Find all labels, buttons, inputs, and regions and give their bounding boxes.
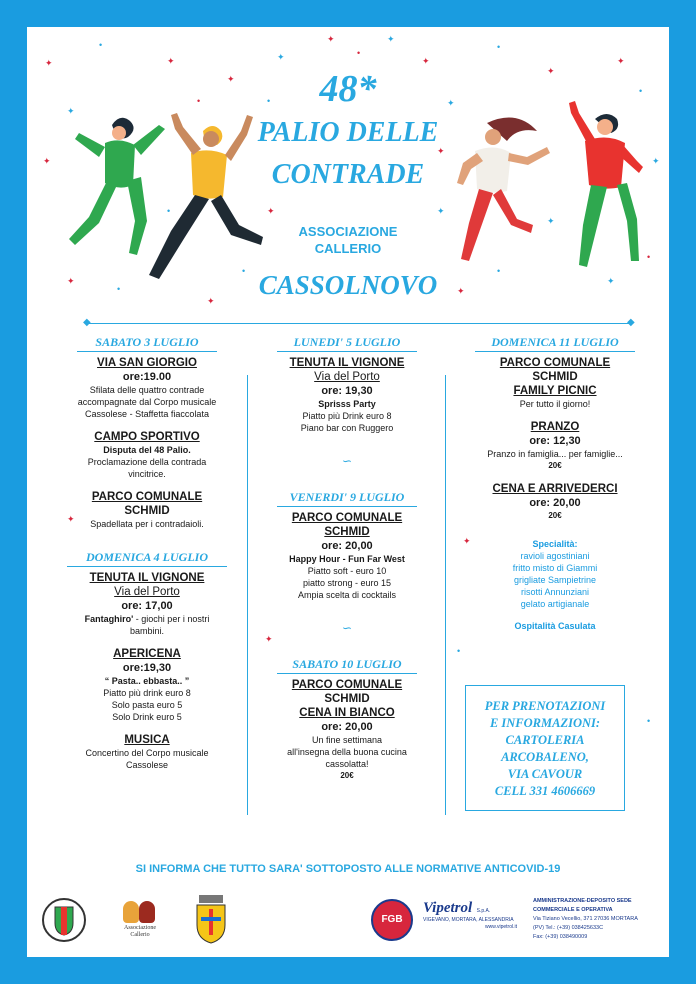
event-venue: SCHMID bbox=[324, 526, 370, 538]
title-line-2: CONTRADE bbox=[271, 159, 425, 190]
vipetrol-website: www.vipetrol.it bbox=[485, 924, 517, 930]
event-subvenue: Via del Porto bbox=[314, 371, 380, 383]
event-description: Cassolese - Staffetta fiaccolata bbox=[85, 409, 209, 419]
event-venue: TENUTA IL VIGNONE bbox=[289, 357, 405, 369]
event-highlight: Fantaghiro' bbox=[84, 614, 134, 624]
event-description: Solo pasta euro 5 bbox=[111, 700, 183, 710]
event-highlight: Disputa del 48 Palio. bbox=[103, 445, 191, 455]
address-line: AMMINISTRAZIONE-DEPOSITO SEDE bbox=[533, 898, 632, 904]
logo-text: Callerio bbox=[130, 932, 150, 938]
event-venue: MUSICA bbox=[124, 734, 170, 746]
specialty-item: grigliate Sampietrine bbox=[513, 575, 597, 585]
title-line-1: PALIO DELLE bbox=[257, 117, 439, 148]
event-venue: VIA SAN GIORGIO bbox=[97, 357, 197, 369]
event-description: Concertino del Corpo musicale bbox=[85, 748, 209, 758]
event-venue: TENUTA IL VIGNONE bbox=[89, 572, 205, 584]
event-venue: CAMPO SPORTIVO bbox=[94, 431, 200, 443]
event-description: Piatto più Drink euro 8 bbox=[302, 411, 392, 421]
event-venue: PRANZO bbox=[530, 421, 580, 433]
day-heading: SABATO 3 LUGLIO bbox=[77, 335, 217, 352]
info-line: CARTOLERIA bbox=[505, 733, 585, 747]
event-description: vincitrice. bbox=[128, 469, 166, 479]
event-description: Ampia scelta di cocktails bbox=[297, 590, 397, 600]
address-line: COMMERCIALE E OPERATIVA bbox=[533, 907, 613, 913]
event-venue: PARCO COMUNALE bbox=[291, 679, 403, 691]
address-line: (PV) Tel.: (+39) 038425633C bbox=[533, 925, 604, 931]
association-line-2: CALLERIO bbox=[314, 241, 382, 256]
specialty-item: risotti Annunziani bbox=[520, 587, 590, 597]
logo-text: Associazione bbox=[124, 925, 156, 931]
column-week-1 bbox=[57, 335, 237, 771]
event-description: Piano bar con Ruggero bbox=[300, 423, 394, 433]
event-venue: FAMILY PICNIC bbox=[513, 385, 597, 397]
divider-left-ornament: ◆ bbox=[83, 317, 91, 328]
event-venue: SCHMID bbox=[532, 371, 578, 383]
event-time: ore: 17,00 bbox=[121, 600, 173, 612]
hospitality-note: Ospitalità Casulata bbox=[514, 621, 596, 631]
event-description: Cassolese bbox=[125, 760, 169, 770]
town-name: CASSOLNOVO bbox=[258, 270, 438, 300]
event-venue: PARCO COMUNALE bbox=[291, 512, 403, 524]
event-venue: SCHMID bbox=[324, 693, 370, 705]
info-line: E INFORMAZIONI: bbox=[489, 716, 601, 730]
vipetrol-logo bbox=[423, 899, 523, 931]
event-description: Piatto più drink euro 8 bbox=[103, 688, 191, 698]
event-time: ore: 19,30 bbox=[321, 385, 373, 397]
specialty-item: ravioli agostiniani bbox=[520, 551, 590, 561]
event-venue: PARCO COMUNALE bbox=[499, 357, 611, 369]
column-week-3 bbox=[455, 335, 655, 632]
event-time: ore: 20,00 bbox=[321, 540, 373, 552]
event-highlight: Happy Hour - Fun Far West bbox=[289, 554, 405, 564]
event-subvenue: Via del Porto bbox=[114, 586, 180, 598]
associazione-callerio-logo bbox=[115, 897, 165, 939]
info-line: PER PRENOTAZIONI bbox=[484, 699, 606, 713]
column-week-2 bbox=[257, 335, 437, 782]
association-line-1: ASSOCIAZIONE bbox=[298, 224, 398, 239]
divider-right-ornament: ◆ bbox=[627, 317, 635, 328]
day-heading: SABATO 10 LUGLIO bbox=[277, 657, 417, 674]
vertical-divider-left bbox=[247, 375, 248, 815]
event-description: Piatto soft - euro 10 bbox=[307, 566, 387, 576]
event-description: Sfilata delle quattro contrade bbox=[89, 385, 205, 395]
day-heading: DOMENICA 4 LUGLIO bbox=[67, 550, 227, 567]
info-line: VIA CAVOUR bbox=[507, 767, 583, 781]
event-time: ore: 12,30 bbox=[529, 435, 581, 447]
event-price: 20€ bbox=[340, 771, 354, 780]
event-description: Pranzo in famiglia... per famiglie... bbox=[487, 449, 623, 459]
day-heading: DOMENICA 11 LUGLIO bbox=[475, 335, 635, 352]
event-description: Proclamazione della contrada bbox=[87, 457, 207, 467]
day-heading: VENERDI' 9 LUGLIO bbox=[277, 490, 417, 507]
event-time: ore: 20,00 bbox=[321, 721, 373, 733]
event-description: Un fine settimana bbox=[311, 735, 383, 745]
event-venue: CENA IN BIANCO bbox=[299, 707, 395, 719]
event-description: bambini. bbox=[129, 626, 165, 636]
event-venue: APERICENA bbox=[113, 648, 181, 660]
event-highlight: “ Pasta.. ebbasta.. ” bbox=[104, 676, 190, 686]
address-line: Fax: (+39) 038490009 bbox=[533, 934, 588, 940]
event-time: ore: 20,00 bbox=[529, 497, 581, 509]
event-time: ore:19,30 bbox=[122, 662, 172, 674]
event-description: - giochi per i nostri bbox=[133, 614, 210, 624]
event-description: accompagnate dal Corpo musicale bbox=[77, 397, 217, 407]
event-price: 20€ bbox=[548, 511, 562, 520]
event-description: all'insegna della buona cucina bbox=[287, 747, 407, 757]
vipetrol-spa: S.p.A. bbox=[476, 908, 491, 914]
vipetrol-name: Vipetrol bbox=[423, 900, 473, 916]
vertical-divider-right bbox=[445, 375, 446, 815]
event-description: piatto strong - euro 15 bbox=[302, 578, 392, 588]
fgb-logo bbox=[371, 899, 413, 941]
event-venue: CENA E ARRIVEDERCI bbox=[492, 483, 618, 495]
event-description: Solo Drink euro 5 bbox=[112, 712, 182, 722]
specialties-title: Specialità: bbox=[532, 539, 578, 549]
callerio-faces-icon bbox=[115, 897, 165, 925]
event-venue: SCHMID bbox=[124, 505, 170, 517]
edition-number: 48* bbox=[319, 68, 377, 110]
event-time: ore:19.00 bbox=[122, 371, 172, 383]
event-description: cassolatta! bbox=[325, 759, 369, 769]
specialty-item: fritto misto di Giammi bbox=[512, 563, 598, 573]
swirl-ornament: ∽ bbox=[341, 454, 353, 468]
info-phone: CELL 331 4606669 bbox=[494, 784, 596, 798]
booking-info-box bbox=[465, 685, 625, 811]
swirl-ornament: ∽ bbox=[341, 621, 353, 635]
day-heading: LUNEDI' 5 LUGLIO bbox=[277, 335, 417, 352]
vipetrol-locations: VIGEVANO, MORTARA, ALESSANDRIA bbox=[423, 917, 514, 923]
horizontal-divider bbox=[87, 323, 632, 324]
specialty-item: gelato artigianale bbox=[520, 599, 590, 609]
poster: ✦ • ✦ ✦ ✦ ✦ • ✦ ✦ • ✦ ✦ • ✦ • • ✦ ✦ ✦ ✦ • ✦ ✦ ✦ ✦ • ✦ • ✦ • ✦ • ✦ ✦ ✦ • • 48* PALIO DELLE CONTRADE ASSOCIAZIONE CALLERIO CASSOLNOVO ◆ ◆ SABATO 3 LUGLIO VIA SAN GIORGIO ore:19.00 Sfilata delle quattro contrade accompagnate dal Corpo musicale Cassolese - Staffetta fiaccolata CAMPO SPORTIVO Disputa del 48 Palio. Proclamazione della contrada vincitrice. PARCO COMUNALE SCHMID Spadellata per i contradaioli. DOMENICA 4 LUGLIO TENUTA IL VIGNONE Via del Porto ore: 17,00 Fantaghiro' - giochi per i nostri bambini. APERICENA ore:19,30 “ Pasta.. ebbasta.. ” Piatto più drink euro 8 Solo pasta euro 5 Solo Drink euro 5 MUSICA Concertino del Corpo musicale Cassolese LUNEDI' 5 LUGLIO TENUTA IL VIGNONE Via del Porto ore: 19,30 Sprisss Party Piatto più Drink euro 8 Piano bar con Ruggero ∽ VENERDI' 9 LUGLIO PARCO COMUNALE SCHMID ore: 20,00 Happy Hour - Fun Far West Piatto soft - euro 10 piatto strong - euro 15 Ampia scelta di cocktails ∽ SABATO 10 LUGLIO PARCO COMUNALE SCHMID CENA IN BIANCO ore: 20,00 Un fine settimana all'insegna della buona cucina cassolatta! 20€ DOMENICA 11 LUGLIO PARCO COMUNALE SCHMID FAMILY PICNIC Per tutto il giorno! PRANZO ore: 12,30 Pranzo in famiglia... per famiglie... 20€ CENA E ARRIVEDERCI ore: 20,00 20€ Specialità: ravioli agostiniani fritto misto di Giammi grigliate Sampietrine risotti Annunziani gelato artigianale Ospitalità Casulata PER PRENOTAZIONI E INFORMAZIONI: CARTOLERIA ARCOBALENO, VIA CAVOUR CELL 331 4606669 SI INFORMA CHE TUTTO SARA' SOTTOPOSTO ALLE NORMATIVE ANTICOVID-19 Associazione Callerio FGB Vipetrol S.p.A. VIGEVANO, MORTARA, ALESSANDRIA www.vipetrol.it AMMINISTRAZIONE-DEPOSITO SEDE COMMERCIALE E OPERATIVA Via Tiziano Vecellio, 371 27036 MORTARA (PV) Tel.: (+39) 038425633C Fax: (+39) 038490009 bbox=[27, 27, 669, 957]
event-price: 20€ bbox=[548, 461, 562, 470]
comune-coat-of-arms-logo bbox=[191, 893, 231, 945]
company-address bbox=[533, 897, 667, 942]
fgb-logo-text: FGB bbox=[381, 914, 403, 925]
info-line: ARCOBALENO, bbox=[501, 750, 589, 764]
event-description: Spadellata per i contradaioli. bbox=[90, 519, 204, 529]
contrade-crest-logo bbox=[41, 897, 87, 943]
covid-notice: SI INFORMA CHE TUTTO SARA' SOTTOPOSTO ALLE NORMATIVE ANTICOVID-19 bbox=[135, 863, 561, 875]
event-highlight: Sprisss Party bbox=[318, 399, 376, 409]
event-description: Per tutto il giorno! bbox=[519, 399, 591, 409]
event-venue: PARCO COMUNALE bbox=[91, 491, 203, 503]
address-line: Via Tiziano Vecellio, 371 27036 MORTARA bbox=[533, 916, 638, 922]
